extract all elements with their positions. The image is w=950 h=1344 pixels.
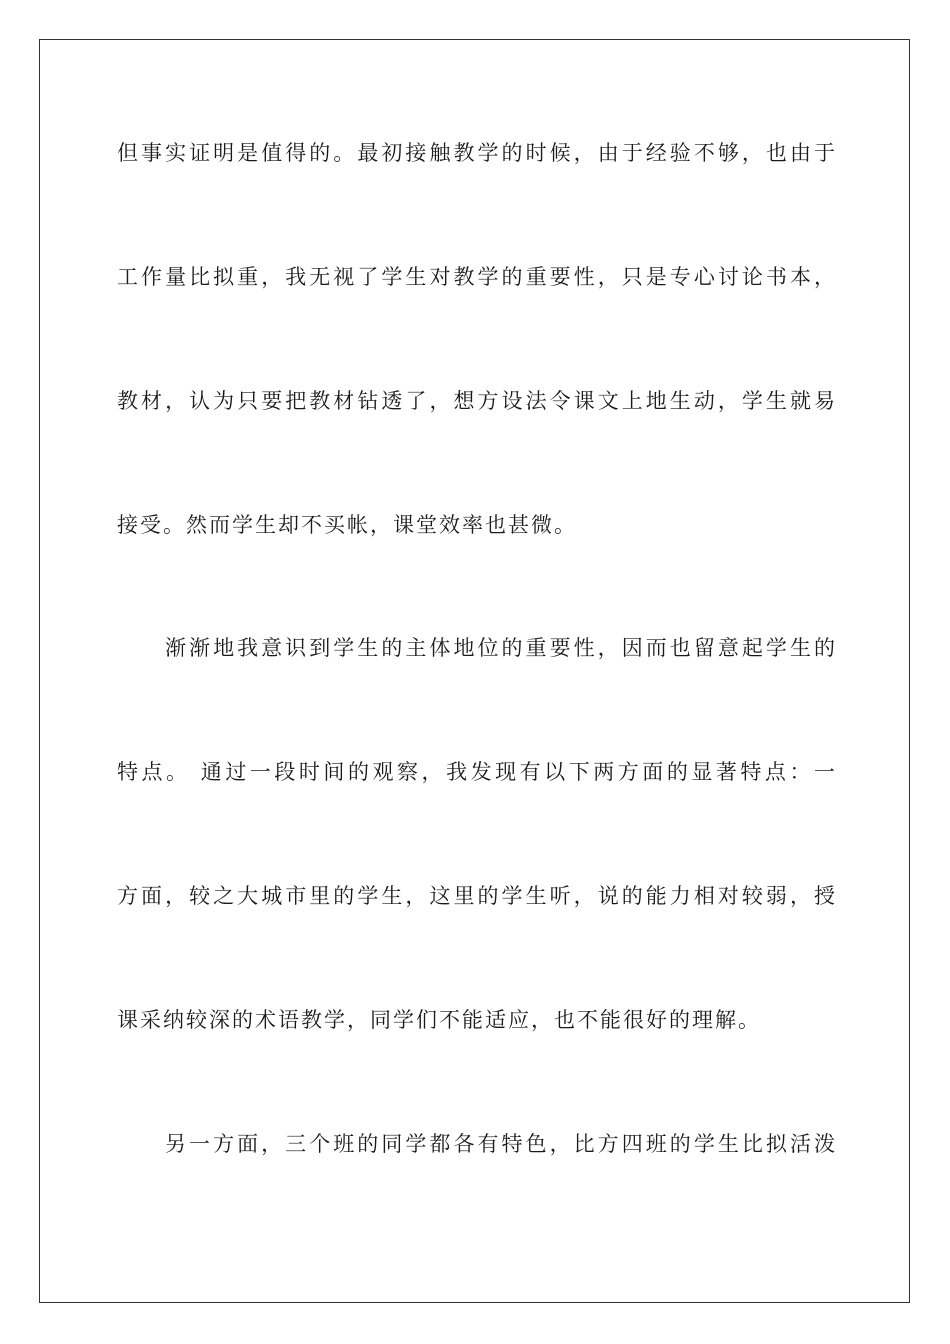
text-line: 接受。然而学生却不买帐，课堂效率也甚微。	[117, 513, 577, 537]
text-line: 特点。 通过一段时间的观察，我发现有以下两方面的显著特点：一	[117, 760, 837, 784]
page-border	[39, 39, 910, 1303]
text-line: 教材，认为只要把教材钻透了，想方设法令课文上地生动，学生就易	[117, 389, 837, 413]
text-line: 但事实证明是值得的。最初接触教学的时候，由于经验不够，也由于	[117, 141, 837, 165]
text-line: 工作量比拟重，我无视了学生对教学的重要性，只是专心讨论书本，	[117, 265, 837, 289]
paragraph-start-line: 另一方面，三个班的同学都各有特色，比方四班的学生比拟活泼	[165, 1132, 837, 1156]
text-line: 方面，较之大城市里的学生，这里的学生听，说的能力相对较弱，授	[117, 884, 837, 908]
text-line: 课采纳较深的术语教学，同学们不能适应，也不能很好的理解。	[117, 1008, 761, 1032]
paragraph-start-line: 渐渐地我意识到学生的主体地位的重要性，因而也留意起学生的	[165, 636, 837, 660]
